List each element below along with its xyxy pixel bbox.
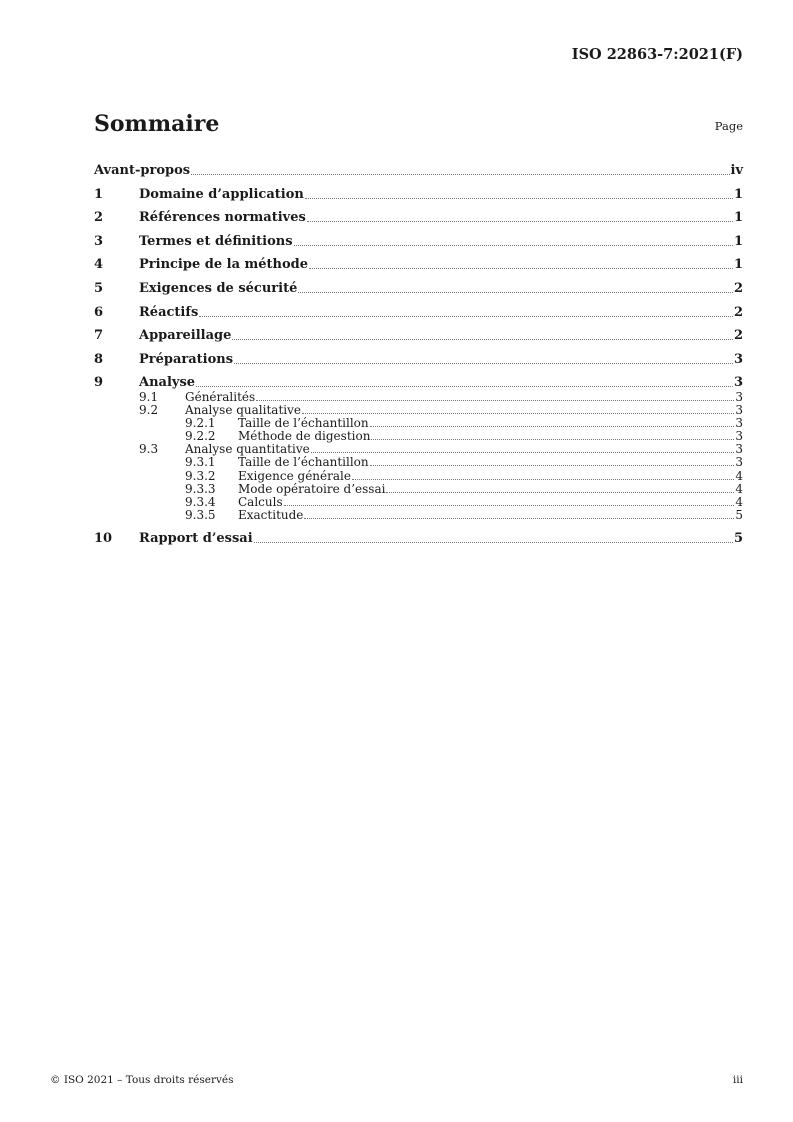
dot-leader <box>386 492 734 493</box>
toc-subsubentry[interactable] <box>94 430 743 443</box>
toc-entry[interactable] <box>94 272 743 296</box>
toc-entry-page: 2 <box>733 304 743 320</box>
toc-entry-number: 8 <box>94 351 104 367</box>
toc-entry-label: Principe de la méthode <box>139 257 309 273</box>
toc-entry-number: 6 <box>94 304 104 320</box>
toc-entry-label: Avant-propos <box>94 163 191 178</box>
dot-leader <box>370 426 735 427</box>
toc-subentry[interactable] <box>94 443 743 456</box>
toc-entry[interactable] <box>94 156 743 178</box>
toc-entry-page: 3 <box>735 402 743 417</box>
dot-leader <box>234 363 733 364</box>
toc-subsubentry[interactable] <box>94 456 743 469</box>
toc-entry[interactable] <box>94 178 743 202</box>
toc-entry-page: 4 <box>735 495 743 510</box>
toc-entry-number: 9.1 <box>139 389 159 404</box>
dot-leader <box>302 413 734 414</box>
toc-subentry[interactable] <box>94 404 743 417</box>
toc-entry-label: Exactitude <box>238 508 304 523</box>
toc-entry-number: 10 <box>94 530 113 546</box>
toc-entry-number: 9.3.1 <box>185 455 216 470</box>
toc-entry-page: 3 <box>735 442 743 457</box>
toc-entry-label: Analyse qualitative <box>185 402 301 417</box>
toc-subentry[interactable] <box>94 390 743 403</box>
copyright-notice: © ISO 2021 – Tous droits réservés <box>50 1074 234 1086</box>
toc-entry-number: 9.3.4 <box>185 495 216 510</box>
dot-leader <box>298 292 733 293</box>
toc-entry-page: 1 <box>733 186 743 202</box>
toc-entry[interactable] <box>94 367 743 391</box>
toc-entry[interactable] <box>94 343 743 367</box>
toc-entry-label: Rapport d’essai <box>139 530 253 546</box>
toc-subsubentry[interactable] <box>94 483 743 496</box>
toc-entry-page: 2 <box>733 280 743 296</box>
toc-entry-label: Taille de l’échantillon <box>238 415 369 430</box>
toc-entry-page: 2 <box>733 328 743 344</box>
toc-entry-page: 4 <box>735 481 743 496</box>
dot-leader <box>311 452 735 453</box>
table-of-contents <box>94 156 743 546</box>
dot-leader <box>309 268 733 269</box>
toc-entry[interactable] <box>94 249 743 273</box>
toc-entry-number: 9 <box>94 375 104 391</box>
toc-subsubentry[interactable] <box>94 509 743 522</box>
toc-entry-page: 3 <box>735 429 743 444</box>
document-id: ISO 22863-7:2021(F) <box>571 46 743 63</box>
toc-entry-page: 3 <box>735 415 743 430</box>
page-number: iii <box>732 1074 743 1086</box>
toc-entry[interactable] <box>94 225 743 249</box>
toc-entry-number: 2 <box>94 210 104 226</box>
toc-entry-number: 4 <box>94 257 104 273</box>
dot-leader <box>305 198 733 199</box>
toc-entry-page: 1 <box>733 233 743 249</box>
dot-leader <box>256 400 734 401</box>
toc-entry-number: 9.3.5 <box>185 508 216 523</box>
toc-entry-page: 1 <box>733 210 743 226</box>
toc-entry[interactable] <box>94 202 743 226</box>
page-title: Sommaire <box>94 111 220 137</box>
toc-entry-page: 5 <box>735 508 743 523</box>
toc-entry-label: Mode opératoire d’essai <box>238 481 386 496</box>
toc-entry-label: Termes et définitions <box>139 233 293 249</box>
dot-leader <box>352 479 734 480</box>
toc-entry-label: Exigences de sécurité <box>139 280 298 296</box>
toc-entry-label: Analyse quantitative <box>185 442 310 457</box>
toc-entry-page: 4 <box>735 468 743 483</box>
dot-leader <box>284 505 735 506</box>
toc-entry-label: Analyse <box>139 375 196 391</box>
dot-leader <box>199 316 733 317</box>
dot-leader <box>254 542 733 543</box>
toc-entry-page: 1 <box>733 257 743 273</box>
toc-entry-page: iv <box>730 163 743 178</box>
toc-entry-page: 5 <box>733 530 743 546</box>
toc-entry-label: Taille de l’échantillon <box>238 455 369 470</box>
toc-entry-number: 1 <box>94 186 104 202</box>
dot-leader <box>232 339 733 340</box>
toc-entry-label: Réactifs <box>139 304 199 320</box>
toc-entry-number: 5 <box>94 280 104 296</box>
dot-leader <box>294 245 733 246</box>
toc-entry-label: Préparations <box>139 351 234 367</box>
toc-entry[interactable] <box>94 522 743 546</box>
toc-entry-page: 3 <box>735 389 743 404</box>
toc-entry-label: Calculs <box>238 495 283 510</box>
toc-entry-number: 7 <box>94 328 104 344</box>
toc-entry-label: Méthode de digestion <box>238 429 371 444</box>
toc-entry-label: Généralités <box>185 389 256 404</box>
toc-entry-number: 9.2 <box>139 402 159 417</box>
toc-subsubentry[interactable] <box>94 496 743 509</box>
toc-entry-page: 3 <box>733 351 743 367</box>
toc-entry-label: Références normatives <box>139 210 306 226</box>
toc-entry-label: Appareillage <box>139 328 232 344</box>
dot-leader <box>196 386 733 387</box>
toc-entry-number: 3 <box>94 233 104 249</box>
dot-leader <box>370 465 735 466</box>
toc-entry-label: Domaine d’application <box>139 186 304 202</box>
toc-entry-number: 9.3.3 <box>185 481 216 496</box>
toc-entry[interactable] <box>94 320 743 344</box>
toc-entry-number: 9.2.2 <box>185 429 216 444</box>
page-column-label: Page <box>714 119 743 133</box>
toc-entry-number: 9.2.1 <box>185 415 216 430</box>
toc-entry-label: Exigence générale <box>238 468 351 483</box>
dot-leader <box>191 174 729 175</box>
dot-leader <box>307 221 733 222</box>
dot-leader <box>371 439 734 440</box>
toc-entry-page: 3 <box>735 455 743 470</box>
toc-entry-number: 9.3.2 <box>185 468 216 483</box>
toc-entry-number: 9.3 <box>139 442 159 457</box>
toc-entry-page: 3 <box>733 375 743 391</box>
toc-subsubentry[interactable] <box>94 417 743 430</box>
toc-entry[interactable] <box>94 296 743 320</box>
dot-leader <box>304 518 734 519</box>
toc-subsubentry[interactable] <box>94 469 743 482</box>
